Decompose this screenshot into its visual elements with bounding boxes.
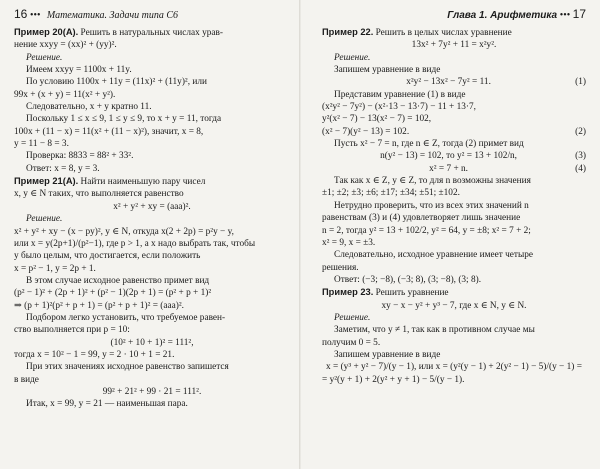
- equation-number: (2): [575, 126, 586, 137]
- text-line: [14, 138, 290, 150]
- text-line: [322, 187, 586, 199]
- line-text: Ответ: x = 8, y = 3.: [26, 163, 100, 174]
- text-line: [322, 249, 586, 261]
- line-text: равенствам (3) и (4) удовлетворяет лишь значение: [322, 213, 521, 224]
- left-page-body: [14, 26, 290, 411]
- line-text: решения.: [322, 262, 359, 273]
- right-running-title: Глава 1. Арифметика: [447, 10, 558, 21]
- line-text: По условию 1100x + 11y = (11x)² + (11y)², или: [26, 77, 207, 88]
- line-text: = y²(y + 1) + 2(y² + y + 1) − 5/(y − 1).: [322, 374, 465, 385]
- equation-number: (3): [575, 151, 586, 162]
- text-line: [14, 213, 290, 225]
- text-line: [14, 250, 290, 262]
- text-line: [14, 226, 290, 238]
- text-line: [14, 374, 290, 386]
- text-line: [322, 64, 586, 76]
- line-text: (x²y² − 7y²) − (x²·13 − 13·7) − 11 + 13·7,: [322, 102, 476, 113]
- example-label: Пример 20(А).: [14, 27, 79, 37]
- example-heading: Пример 21(А). Найти наименьшую пару чисел: [14, 176, 206, 188]
- text-line: [14, 386, 290, 398]
- line-text: Так как x ∈ Z, y ∈ Z, то для n возможны значения: [334, 176, 531, 187]
- example-heading: Пример 22. Решить в целых числах уравнение: [322, 27, 512, 38]
- equation-number: (1): [575, 77, 586, 88]
- text-line: [322, 337, 586, 349]
- line-text: 13x² + 7y² + 11 = x²y².: [411, 40, 497, 51]
- text-line: [322, 89, 586, 101]
- text-line: [322, 26, 586, 39]
- text-line: [322, 126, 586, 138]
- line-text: 99² + 21² + 99 · 21 = 111².: [102, 386, 202, 397]
- line-text: ±1; ±2; ±3; ±6; ±17; ±34; ±51; ±102.: [322, 188, 460, 199]
- line-text: Следовательно, исходное уравнение имеет четыре: [334, 250, 533, 261]
- line-text: Решение.: [26, 52, 63, 63]
- text-line: [14, 89, 290, 101]
- left-page-number: 16: [14, 7, 28, 21]
- line-text: x = (y³ + y² − 7)/(y − 1), или x = (y²(y − 1) + 2(y² − 1) − 5)/(y − 1) =: [326, 362, 582, 373]
- line-text: ство выполняется при p = 10:: [14, 325, 130, 336]
- text-line: [14, 263, 290, 275]
- line-text: y²(x² − 7) − 13(x² − 7) = 102,: [322, 114, 432, 125]
- text-line: [322, 76, 586, 88]
- line-text: 99x + (x + y) = 11(x² + y²).: [14, 89, 116, 100]
- right-page-body: [322, 26, 586, 386]
- line-text: в виде: [14, 374, 39, 385]
- line-text: В этом случае исходное равенство примет вид: [26, 275, 210, 286]
- text-line: [14, 64, 290, 76]
- example-label: Пример 23.: [322, 287, 374, 298]
- text-line: [322, 237, 586, 249]
- line-text: Подбором легко установить, что требуемое равен-: [26, 312, 226, 323]
- line-text: Решение.: [334, 52, 371, 63]
- right-page-number: 17: [572, 7, 586, 21]
- text-line: [14, 312, 290, 324]
- text-line: [322, 101, 586, 113]
- text-line: [14, 76, 290, 88]
- text-line: [322, 163, 586, 175]
- line-text: или x = y(2p+1)/(p²−1), где p > 1, а x надо выбрать так, чтобы: [14, 238, 256, 249]
- text-line: [14, 238, 290, 250]
- text-line: [14, 300, 290, 312]
- line-text: n(y² − 13) = 102, то y² = 13 + 102/n,: [380, 151, 518, 162]
- text-line: [322, 52, 586, 64]
- line-text: x² + y² + xy − (x − py)², y ∈ N, откуда x(2 + 2p) = p²y − y,: [14, 226, 234, 237]
- text-line: [322, 300, 586, 312]
- text-line: [14, 163, 290, 175]
- line-text: Проверка: 8833 = 88² + 33².: [26, 151, 134, 162]
- line-text: Запишем уравнение в виде: [334, 349, 441, 360]
- line-text: Поскольку 1 ≤ x ≤ 9, 1 ≤ y ≤ 9, то x + y = 11, тогда: [26, 114, 222, 125]
- text-line: [14, 287, 290, 299]
- text-line: [322, 225, 586, 237]
- text-line: [14, 398, 290, 410]
- text-line: [322, 175, 586, 187]
- text-line: [14, 275, 290, 287]
- text-line: [14, 126, 290, 138]
- text-line: [14, 26, 290, 39]
- line-text: x² = 9, x = ±3.: [322, 237, 376, 248]
- text-line: [322, 374, 586, 386]
- right-header-marks: •••: [559, 10, 571, 21]
- line-text: y = 11 − 8 = 3.: [14, 139, 69, 150]
- line-text: (10² + 10 + 1)² = 111²,: [110, 337, 194, 348]
- equation-number: (4): [575, 163, 586, 174]
- text-line: [14, 201, 290, 213]
- text-line: [14, 101, 290, 113]
- right-page: [300, 0, 600, 469]
- text-line: [322, 138, 586, 150]
- right-page-header: [322, 8, 586, 22]
- line-text: Решение.: [334, 312, 371, 323]
- line-text: Представим уравнение (1) в виде: [334, 89, 466, 100]
- text-line: [14, 361, 290, 373]
- line-text: Следовательно, x + y кратно 11.: [26, 102, 152, 113]
- line-text: Итак, x = 99, y = 21 — наименьшая пара.: [26, 399, 188, 410]
- left-page-header: [14, 8, 290, 22]
- line-text: получим 0 = 5.: [322, 337, 381, 348]
- line-text: xy − x − y² + y³ − 7, где x ∈ N, y ∈ N.: [381, 300, 527, 311]
- example-heading: Пример 23. Решить уравнение: [322, 287, 449, 299]
- line-text: (x² − 7)(y² − 13) = 102.: [322, 126, 410, 137]
- left-header-marks: •••: [29, 10, 41, 21]
- text-line: [322, 324, 586, 336]
- text-line: [14, 188, 290, 200]
- text-line: [14, 324, 290, 336]
- text-line: [322, 349, 586, 361]
- example-label: Пример 21(А).: [14, 176, 79, 187]
- line-text: тогда x = 10² − 1 = 99, y = 2 · 10 + 1 = 21.: [14, 349, 175, 360]
- line-text: ⇒ (p + 1)²(p² + p + 1) = (p² + p + 1)² = (aaa)².: [14, 300, 184, 311]
- line-text: Запишем уравнение в виде: [334, 65, 441, 76]
- line-text: x²y² − 13x² − 7y² = 11.: [406, 77, 491, 88]
- text-line: [322, 262, 586, 274]
- text-line: [322, 39, 586, 51]
- line-text: x² + y² + xy = (aaa)².: [113, 201, 191, 212]
- text-line: [14, 113, 290, 125]
- line-text: Пусть x² − 7 = n, где n ∈ Z, тогда (2) примет вид: [334, 139, 524, 150]
- text-line: [322, 113, 586, 125]
- line-text: Нетрудно проверить, что из всех этих значений n: [334, 200, 529, 211]
- line-text: x² = 7 + n.: [429, 163, 468, 174]
- line-text: нение xxyy = (xx)² + (yy)².: [14, 40, 117, 51]
- line-text: (p² − 1)² + (2p + 1)² + (p² − 1)(2p + 1) = (p² + p + 1)²: [14, 288, 212, 299]
- text-line: [322, 212, 586, 224]
- text-line: [14, 39, 290, 51]
- text-line: [14, 150, 290, 162]
- text-line: [14, 175, 290, 188]
- text-line: [322, 200, 586, 212]
- text-line: [322, 286, 586, 299]
- line-text: x, y ∈ N таких, что выполняется равенство: [14, 189, 184, 200]
- line-text: Заметим, что y ≠ 1, так как в противном случае мы: [334, 325, 535, 336]
- example-label: Пример 22.: [322, 27, 374, 37]
- text-line: [322, 361, 586, 373]
- line-text: Ответ: (−3; −8), (−3; 8), (3; −8), (3; 8).: [334, 274, 482, 285]
- line-text: n = 2, тогда y² = 13 + 102/2, y² = 64, y = ±8; x² = 7 + 2;: [322, 225, 531, 236]
- text-line: [322, 274, 586, 286]
- left-running-title: Математика. Задачи типа С6: [46, 10, 179, 21]
- text-line: [14, 349, 290, 361]
- text-line: [322, 150, 586, 162]
- line-text: Имеем xxyy = 1100x + 11y.: [26, 65, 132, 76]
- example-heading: Пример 20(А). Решить в натуральных числах урав-: [14, 27, 223, 38]
- text-line: [14, 52, 290, 64]
- text-line: [322, 312, 586, 324]
- line-text: При этих значениях исходное равенство запишется: [26, 362, 229, 373]
- line-text: Решение.: [26, 214, 63, 225]
- line-text: y было целым, что достигается, если положить: [14, 251, 201, 262]
- line-text: 100x + (11 − x) = 11(x² + (11 − x)²), значит, x = 8,: [14, 126, 204, 137]
- text-line: [14, 337, 290, 349]
- line-text: x = p² − 1, y = 2p + 1.: [14, 263, 96, 274]
